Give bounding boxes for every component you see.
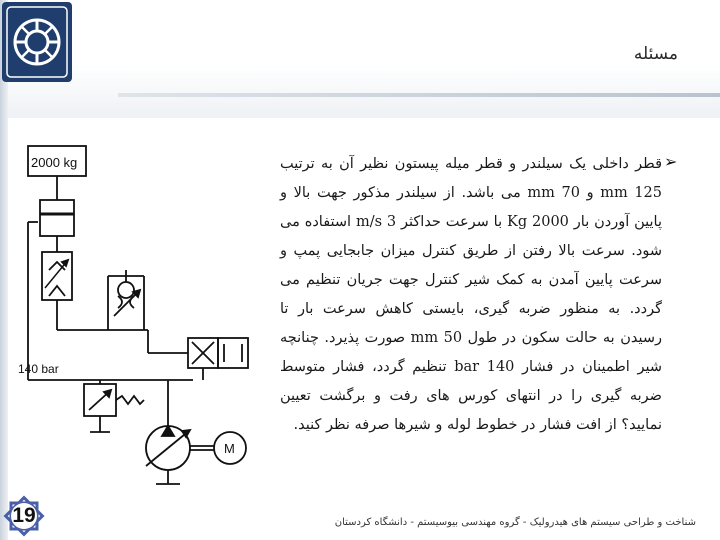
check-valve (118, 282, 134, 298)
slide-title: مسئله (633, 44, 678, 64)
university-logo (2, 2, 72, 82)
motor-label: M (224, 441, 235, 456)
hydraulic-circuit-diagram (18, 140, 278, 500)
hydraulic-cylinder (40, 200, 74, 236)
footer-text: شناخت و طراحی سیستم های هیدرولیک - گروه مهندسی بیوسیستم - دانشگاه کردستان (334, 517, 696, 528)
pressure-label: 140 bar (18, 362, 59, 376)
problem-text: قطر داخلی یک سیلندر و قطر میله پیستون نظیر آن به ترتیب 125 mm و 70 mm می باشد. از سیلندر مذکور جهت بالا و پایین آوردن بار 2000 Kg با سرعت حداکثر 3 m/s استفاده می شود. سرعت بالا رفتن از طریق کنترل میزان جابجایی پمپ و سرعت پایین آمدن به کمک شیر کنترل جهت جریان تنظیم می گردد. به منظور ضربه گیری، بایستی کاهش سرعت بار تا رسیدن به حالت سکون در طول 50 mm صورت پذیرد. چنانچه شیر اطمینان در فشار 140 bar تنظیم گردد، فشار متوسط ضربه گیری را در انتهای کورس های رفت و برگشت تعیین نمایید؟ از افت فشار در خطوط لوله و شیرها صرفه نظر کنید. (280, 156, 663, 433)
check-valve-block (42, 252, 72, 300)
bullet-arrow-icon: ➢ (664, 152, 678, 171)
load-label: 2000 kg (31, 155, 78, 170)
page-number: 19 (12, 504, 36, 527)
header-band (0, 0, 720, 118)
header-divider (118, 93, 720, 97)
